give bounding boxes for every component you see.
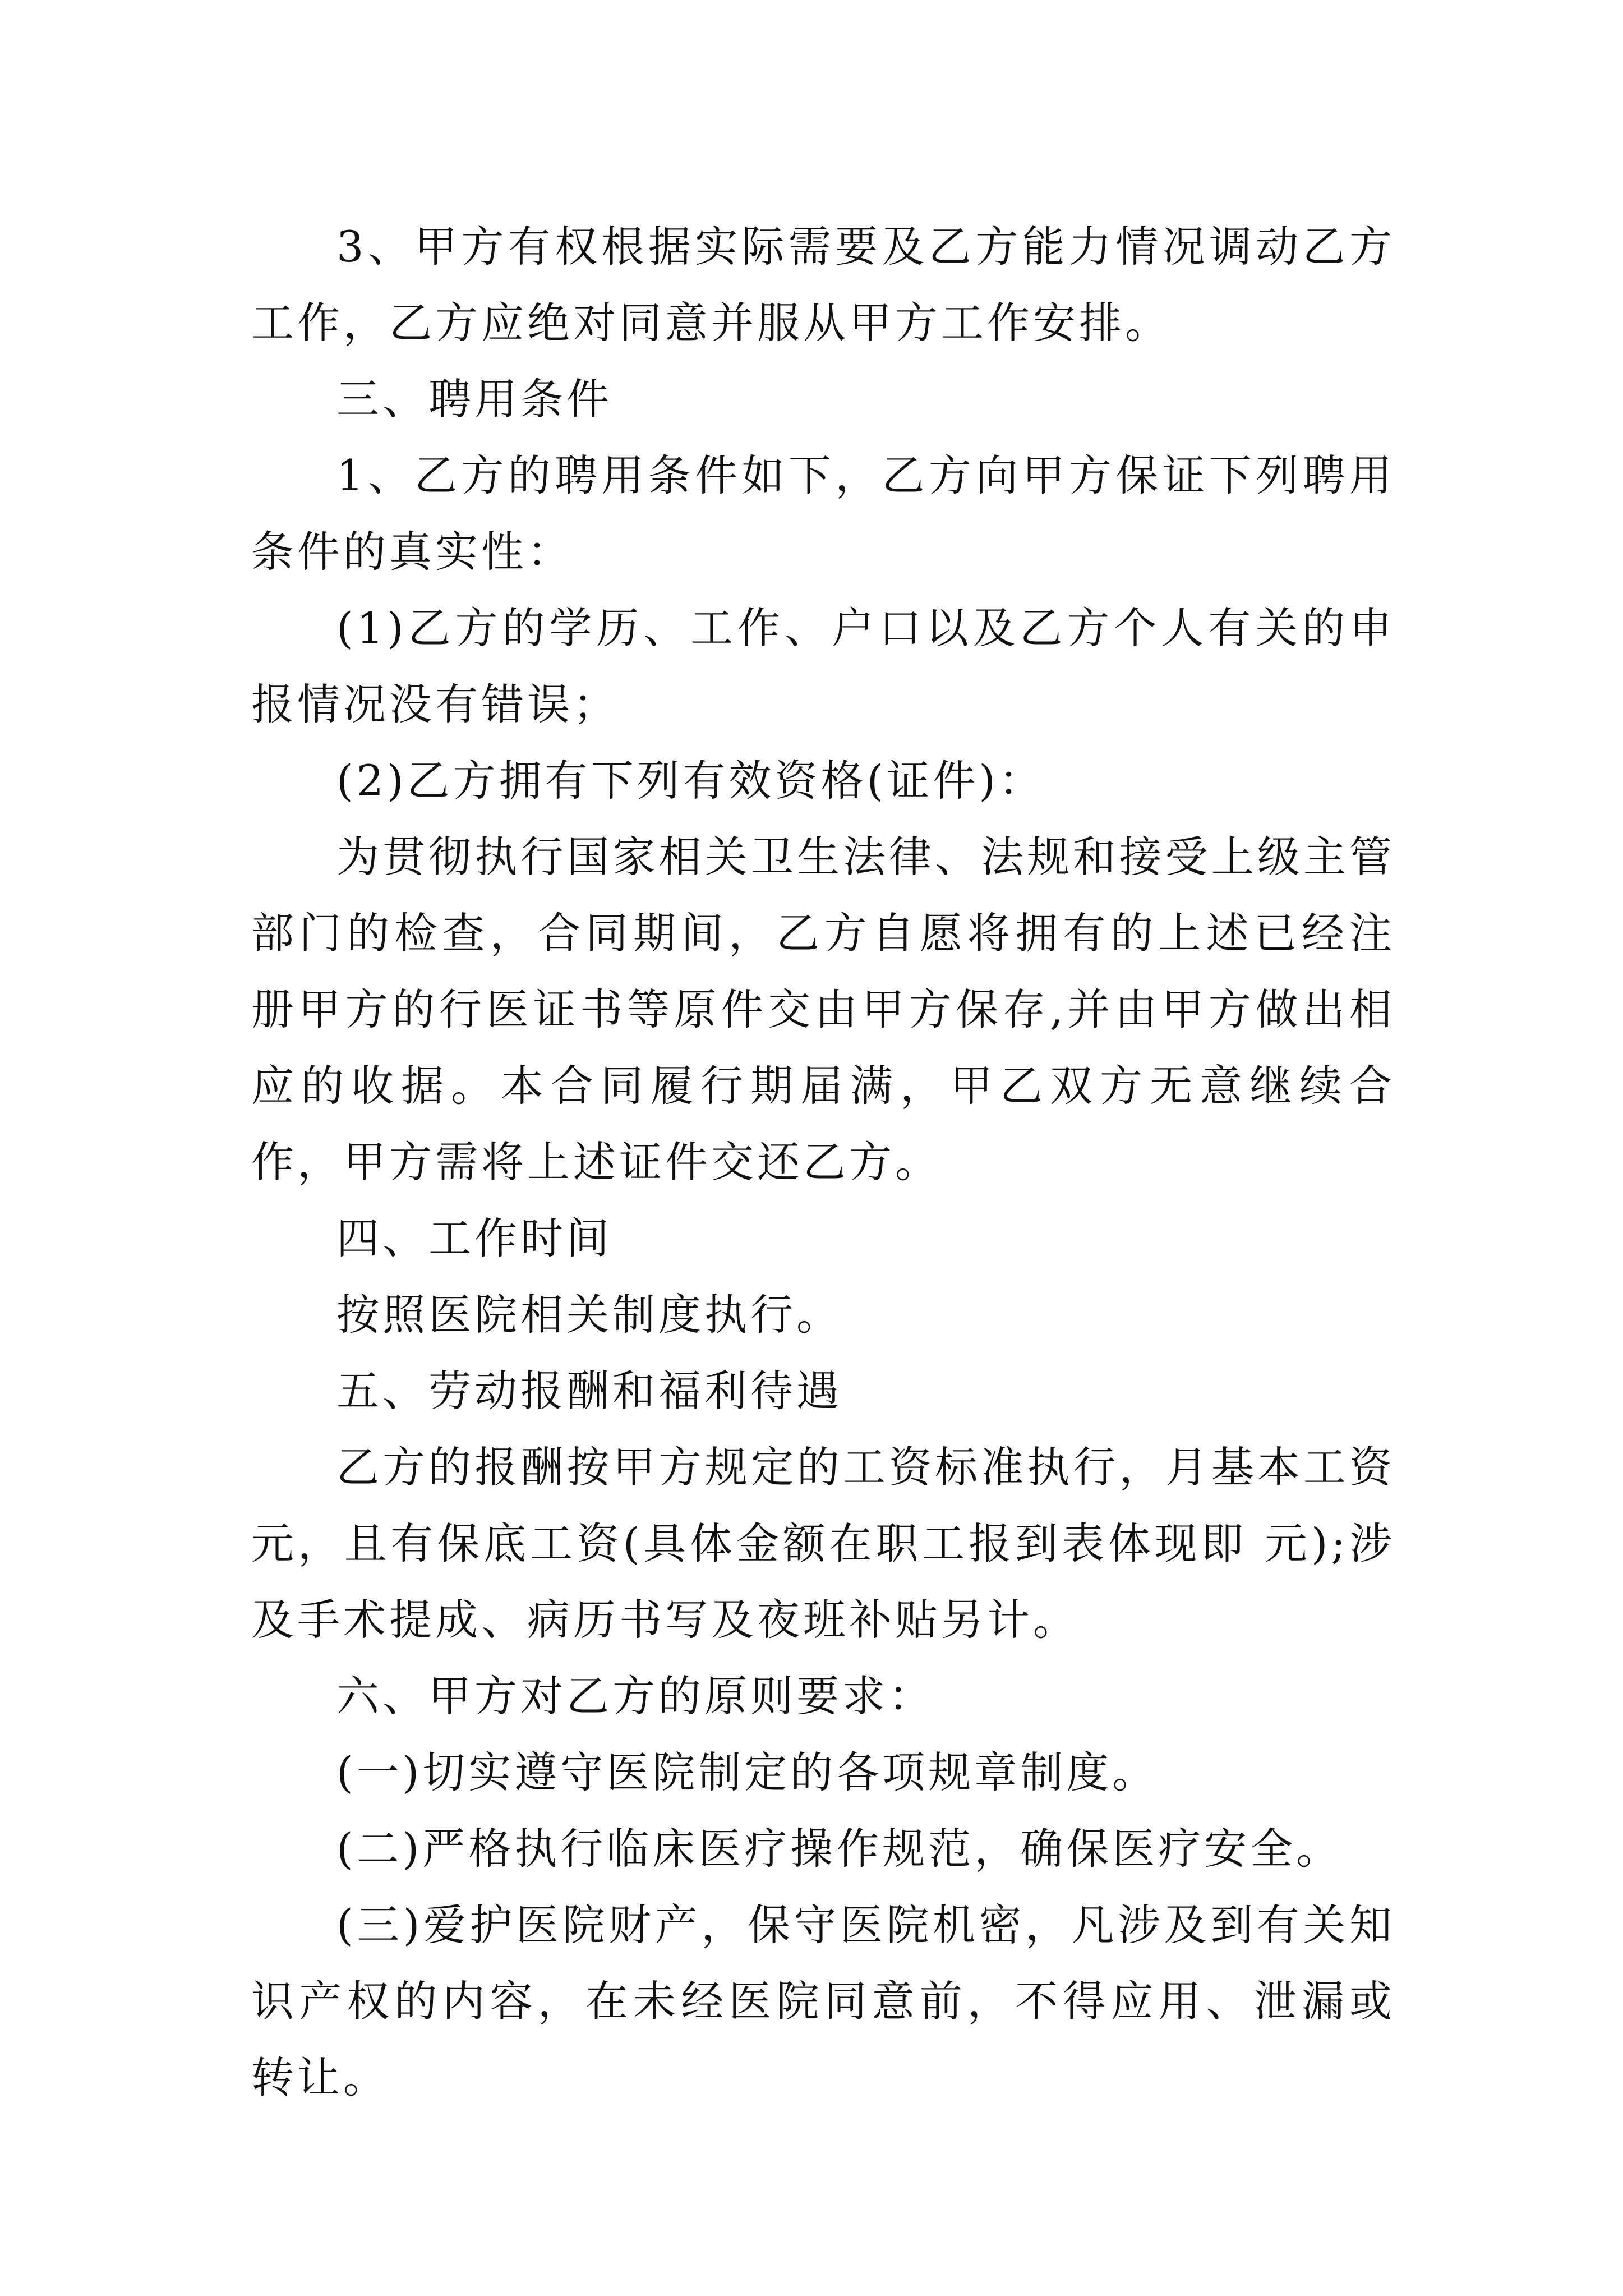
paragraph-compensation: 乙方的报酬按甲方规定的工资标准执行，月基本工资元，且有保底工资(具体金额在职工报到表体现即 元);涉及手术提成、病历书写及夜班补贴另计。: [251, 1442, 1395, 1645]
paragraph-working-hours: 按照医院相关制度执行。: [336, 1290, 842, 1340]
paragraph-conditions-intro: 1、乙方的聘用条件如下，乙方向甲方保证下列聘用条件的真实性：: [251, 450, 1395, 577]
section-heading-compensation: 五、劳动报酬和福利待遇: [336, 1366, 842, 1416]
paragraph-requirement-1: (一)切实遵守医院制定的各项规章制度。: [336, 1747, 1159, 1797]
section-heading-requirements: 六、甲方对乙方的原则要求：: [336, 1671, 934, 1721]
paragraph-condition-1: (1)乙方的学历、工作、户口以及乙方个人有关的申报情况没有错误；: [251, 603, 1395, 729]
section-heading-working-hours: 四、工作时间: [336, 1213, 612, 1263]
paragraph-condition-2: (2)乙方拥有下列有效资格(证件)：: [336, 756, 1045, 806]
paragraph-requirement-2: (二)严格执行临床医疗操作规范，确保医疗安全。: [336, 1824, 1343, 1874]
paragraph-certificates: 为贯彻执行国家相关卫生法律、法规和接受上级主管部门的检查，合同期间，乙方自愿将拥有的上述已经注册甲方的行医证书等原件交由甲方保存,并由甲方做出相应的收据。本合同履行期届满，甲乙双方无意继续合作，甲方需将上述证件交还乙方。: [251, 832, 1395, 1187]
section-heading-employment-conditions: 三、聘用条件: [336, 374, 612, 424]
document-body: [251, 209, 1395, 2116]
paragraph-transfer-clause: 3、甲方有权根据实际需要及乙方能力情况调动乙方工作，乙方应绝对同意并服从甲方工作安排。: [251, 222, 1395, 348]
paragraph-requirement-3: (三)爱护医院财产，保守医院机密，凡涉及到有关知识产权的内容，在未经医院同意前，不得应用、泄漏或转让。: [251, 1900, 1395, 2102]
